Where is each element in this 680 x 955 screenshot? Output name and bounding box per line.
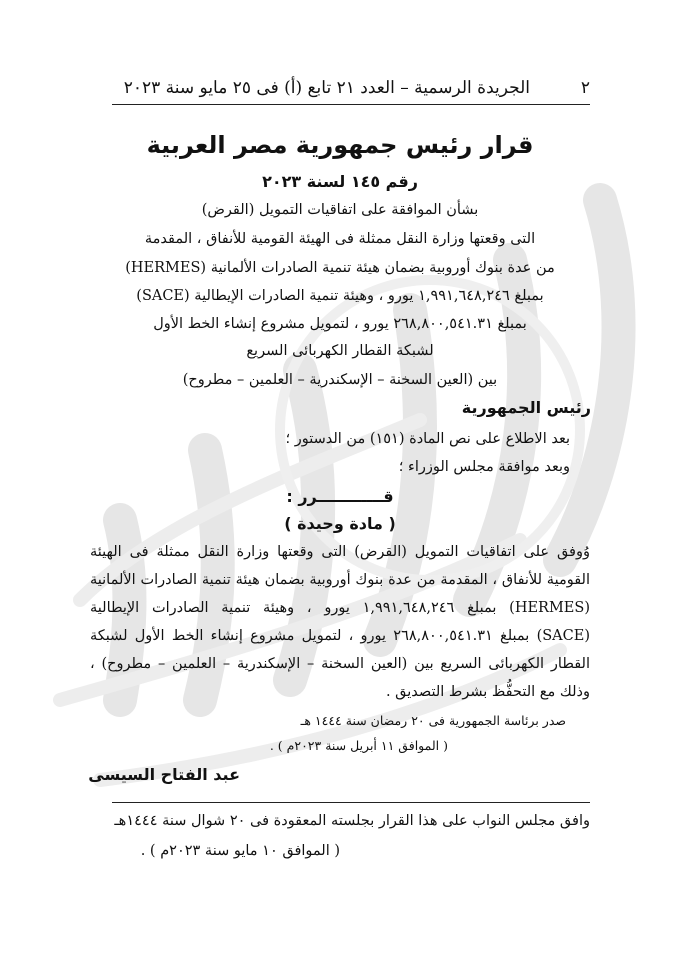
subject-line: بمبلغ ٢٦٨,٨٠٠,٥٤١.٣١ يورو ، لتمويل مشروع إنشاء الخط الأول [153,316,527,332]
article-body-line: (SACE) بمبلغ ٢٦٨,٨٠٠,٥٤١.٣١ يورو ، لتمويل مشروع إنشاء الخط الأول لشبكة [90,628,591,644]
article-title: ( مادة وحيدة ) [284,514,396,533]
decree-title: قرار رئيس جمهورية مصر العربية [146,131,534,159]
article-body-line: (HERMES) بمبلغ ١,٩٩١,٦٤٨,٢٤٦ يورو ، وهيئة تنمية الصادرات الإيطالية [90,600,590,616]
subject-line: التى وقعتها وزارة النقل ممثلة فى الهيئة القومية للأنفاق ، المقدمة [144,231,536,247]
subject-line: من عدة بنوك أوروبية بضمان هيئة تنمية الصادرات الألمانية (HERMES) [125,260,555,276]
decree-number: رقم ١٤٥ لسنة ٢٠٢٣ [262,172,418,191]
article-body-line: القومية للأنفاق ، المقدمة من عدة بنوك أوروبية بضمان هيئة تنمية الصادرات الألمانية [90,572,590,588]
decided-heading: قــــــــــــرر : [286,487,394,506]
running-header [110,78,590,102]
issued-date: ( الموافق ١١ أبريل سنة ٢٠٢٣م ) . [269,738,448,753]
article-body-line: وُوفق على اتفاقيات التمويل (القرض) التى وقعتها وزارة النقل ممثلة فى الهيئة [90,544,590,560]
subject-line: بمبلغ ١,٩٩١,٦٤٨,٢٤٦ يورو ، وهيئة تنمية الصادرات الإيطالية (SACE) [136,288,544,304]
subject-line: بين (العين السخنة – الإسكندرية – العلمين – مطروح) [182,372,498,388]
article-body-line: القطار الكهربائى السريع بين (العين السخنة – الإسكندرية – العلمين – مطروح) ، [90,656,590,672]
president-heading: رئيس الجمهورية [461,398,591,417]
president-signature: عبد الفتاح السيسى [88,765,240,784]
article-body-line: وذلك مع التحفُّظ بشرط التصديق . [385,684,590,700]
parliament-approval: وافق مجلس النواب على هذا القرار بجلسته المعقودة فى ٢٠ شوال سنة ١٤٤٤هـ [114,813,590,829]
running-title: الجريدة الرسمية – العدد ٢١ تابع (أ) فى ٢٥ مايو سنة ٢٠٢٣ [123,78,530,98]
footer-rule [112,802,590,803]
parliament-date: ( الموافق ١٠ مايو سنة ٢٠٢٣م ) . [140,843,340,859]
preamble-line: بعد الاطلاع على نص المادة (١٥١) من الدستور ؛ [285,431,570,447]
subject-line: بشأن الموافقة على اتفاقيات التمويل (القرض) [201,202,479,218]
subject-line: لشبكة القطار الكهربائى السريع [246,343,434,359]
header-rule [112,104,590,105]
issued-line: صدر برئاسة الجمهورية فى ٢٠ رمضان سنة ١٤٤٤ هـ [300,713,566,728]
page-number: ٢ [580,78,590,98]
preamble-line: وبعد موافقة مجلس الوزراء ؛ [398,459,570,475]
